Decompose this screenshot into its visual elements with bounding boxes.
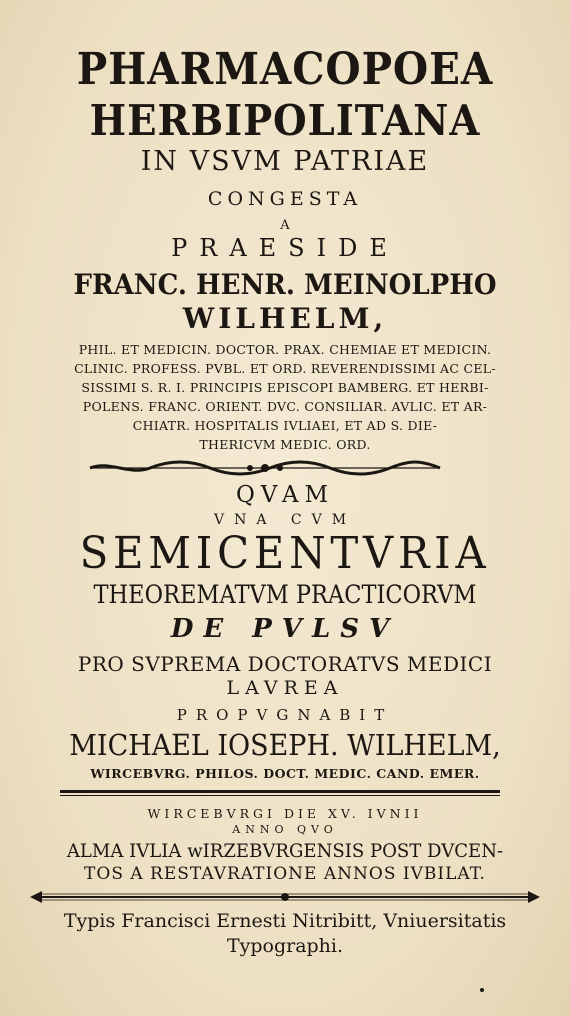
- credentials-line: POLENS. FRANC. ORIENT. DVC. CONSILIAR. AVLIC. ET AR-: [82, 399, 488, 414]
- page-speck: [480, 988, 484, 992]
- quam-line: QVAM: [235, 482, 335, 508]
- printer-line-1: Typis Francisci Ernesti Nitribitt, Vniuersitatis: [63, 910, 507, 932]
- una-cum-line: VNA CVM: [213, 512, 357, 528]
- date-line: WIRCEBVRGI DIE XV. IVNII: [147, 806, 423, 821]
- title-line-1: PHARMACOPOEA: [76, 44, 494, 95]
- praeside-line: PRAESIDE: [171, 234, 399, 262]
- ornamental-rule-bottom: [0, 886, 570, 908]
- title-line-2: HERBIPOLITANA: [89, 96, 481, 145]
- theorematum-line: THEOREMATVM PRACTICORVM: [93, 580, 477, 609]
- praeses-name-1: FRANC. HENR. MEINOLPHO: [73, 268, 497, 301]
- credentials-line: PHIL. ET MEDICIN. DOCTOR. PRAX. CHEMIAE ET MEDICIN.: [78, 342, 492, 357]
- credentials-line: SISSIMI S. R. I. PRINCIPIS EPISCOPI BAMBERG. ET HERBI-: [81, 380, 489, 395]
- propugnabit-line: PROPVGNABIT: [176, 706, 394, 724]
- a-line: A: [280, 218, 290, 233]
- pro-suprema-line: PRO SVPREMA DOCTORATVS MEDICI: [77, 652, 493, 676]
- respondent-name: MICHAEL IOSEPH. WILHELM,: [69, 728, 501, 762]
- in-usum-line: IN VSVM PATRIAE: [140, 146, 430, 177]
- chronogram-line-2: TOS A RESTAVRATIONE ANNOS IVBILAT.: [84, 864, 486, 884]
- laurea-line: LAVREA: [226, 677, 344, 699]
- credentials-line: THERICVM MEDIC. ORD.: [199, 437, 371, 452]
- credentials-line: CHIATR. HOSPITALIS IVLIAEI, ET AD S. DIE-: [132, 418, 438, 433]
- credentials-line: CLINIC. PROFESS. PVBL. ET ORD. REVERENDISSIMI AC CEL-: [74, 361, 496, 376]
- respondent-title: WIRCEBVRG. PHILOS. DOCT. MEDIC. CAND. EMER.: [90, 766, 480, 781]
- divider-rule-thin: [60, 795, 500, 796]
- semicenturia-line: SEMICENTVRIA: [79, 528, 491, 579]
- divider-rule: [60, 790, 500, 793]
- anno-quo-line: ANNO QVO: [232, 823, 338, 836]
- de-pulsu-line: DE PVLSV: [170, 614, 400, 644]
- printer-line-2: Typographi.: [226, 935, 344, 957]
- congesta-line: CONGESTA: [207, 188, 363, 210]
- praeses-name-2: WILHELM,: [182, 302, 388, 335]
- ornamental-rule-top: [0, 458, 570, 478]
- chronogram-line-1: ALMA IVLIA wIRZEBVRGENSIS POST DVCEN-: [66, 840, 504, 862]
